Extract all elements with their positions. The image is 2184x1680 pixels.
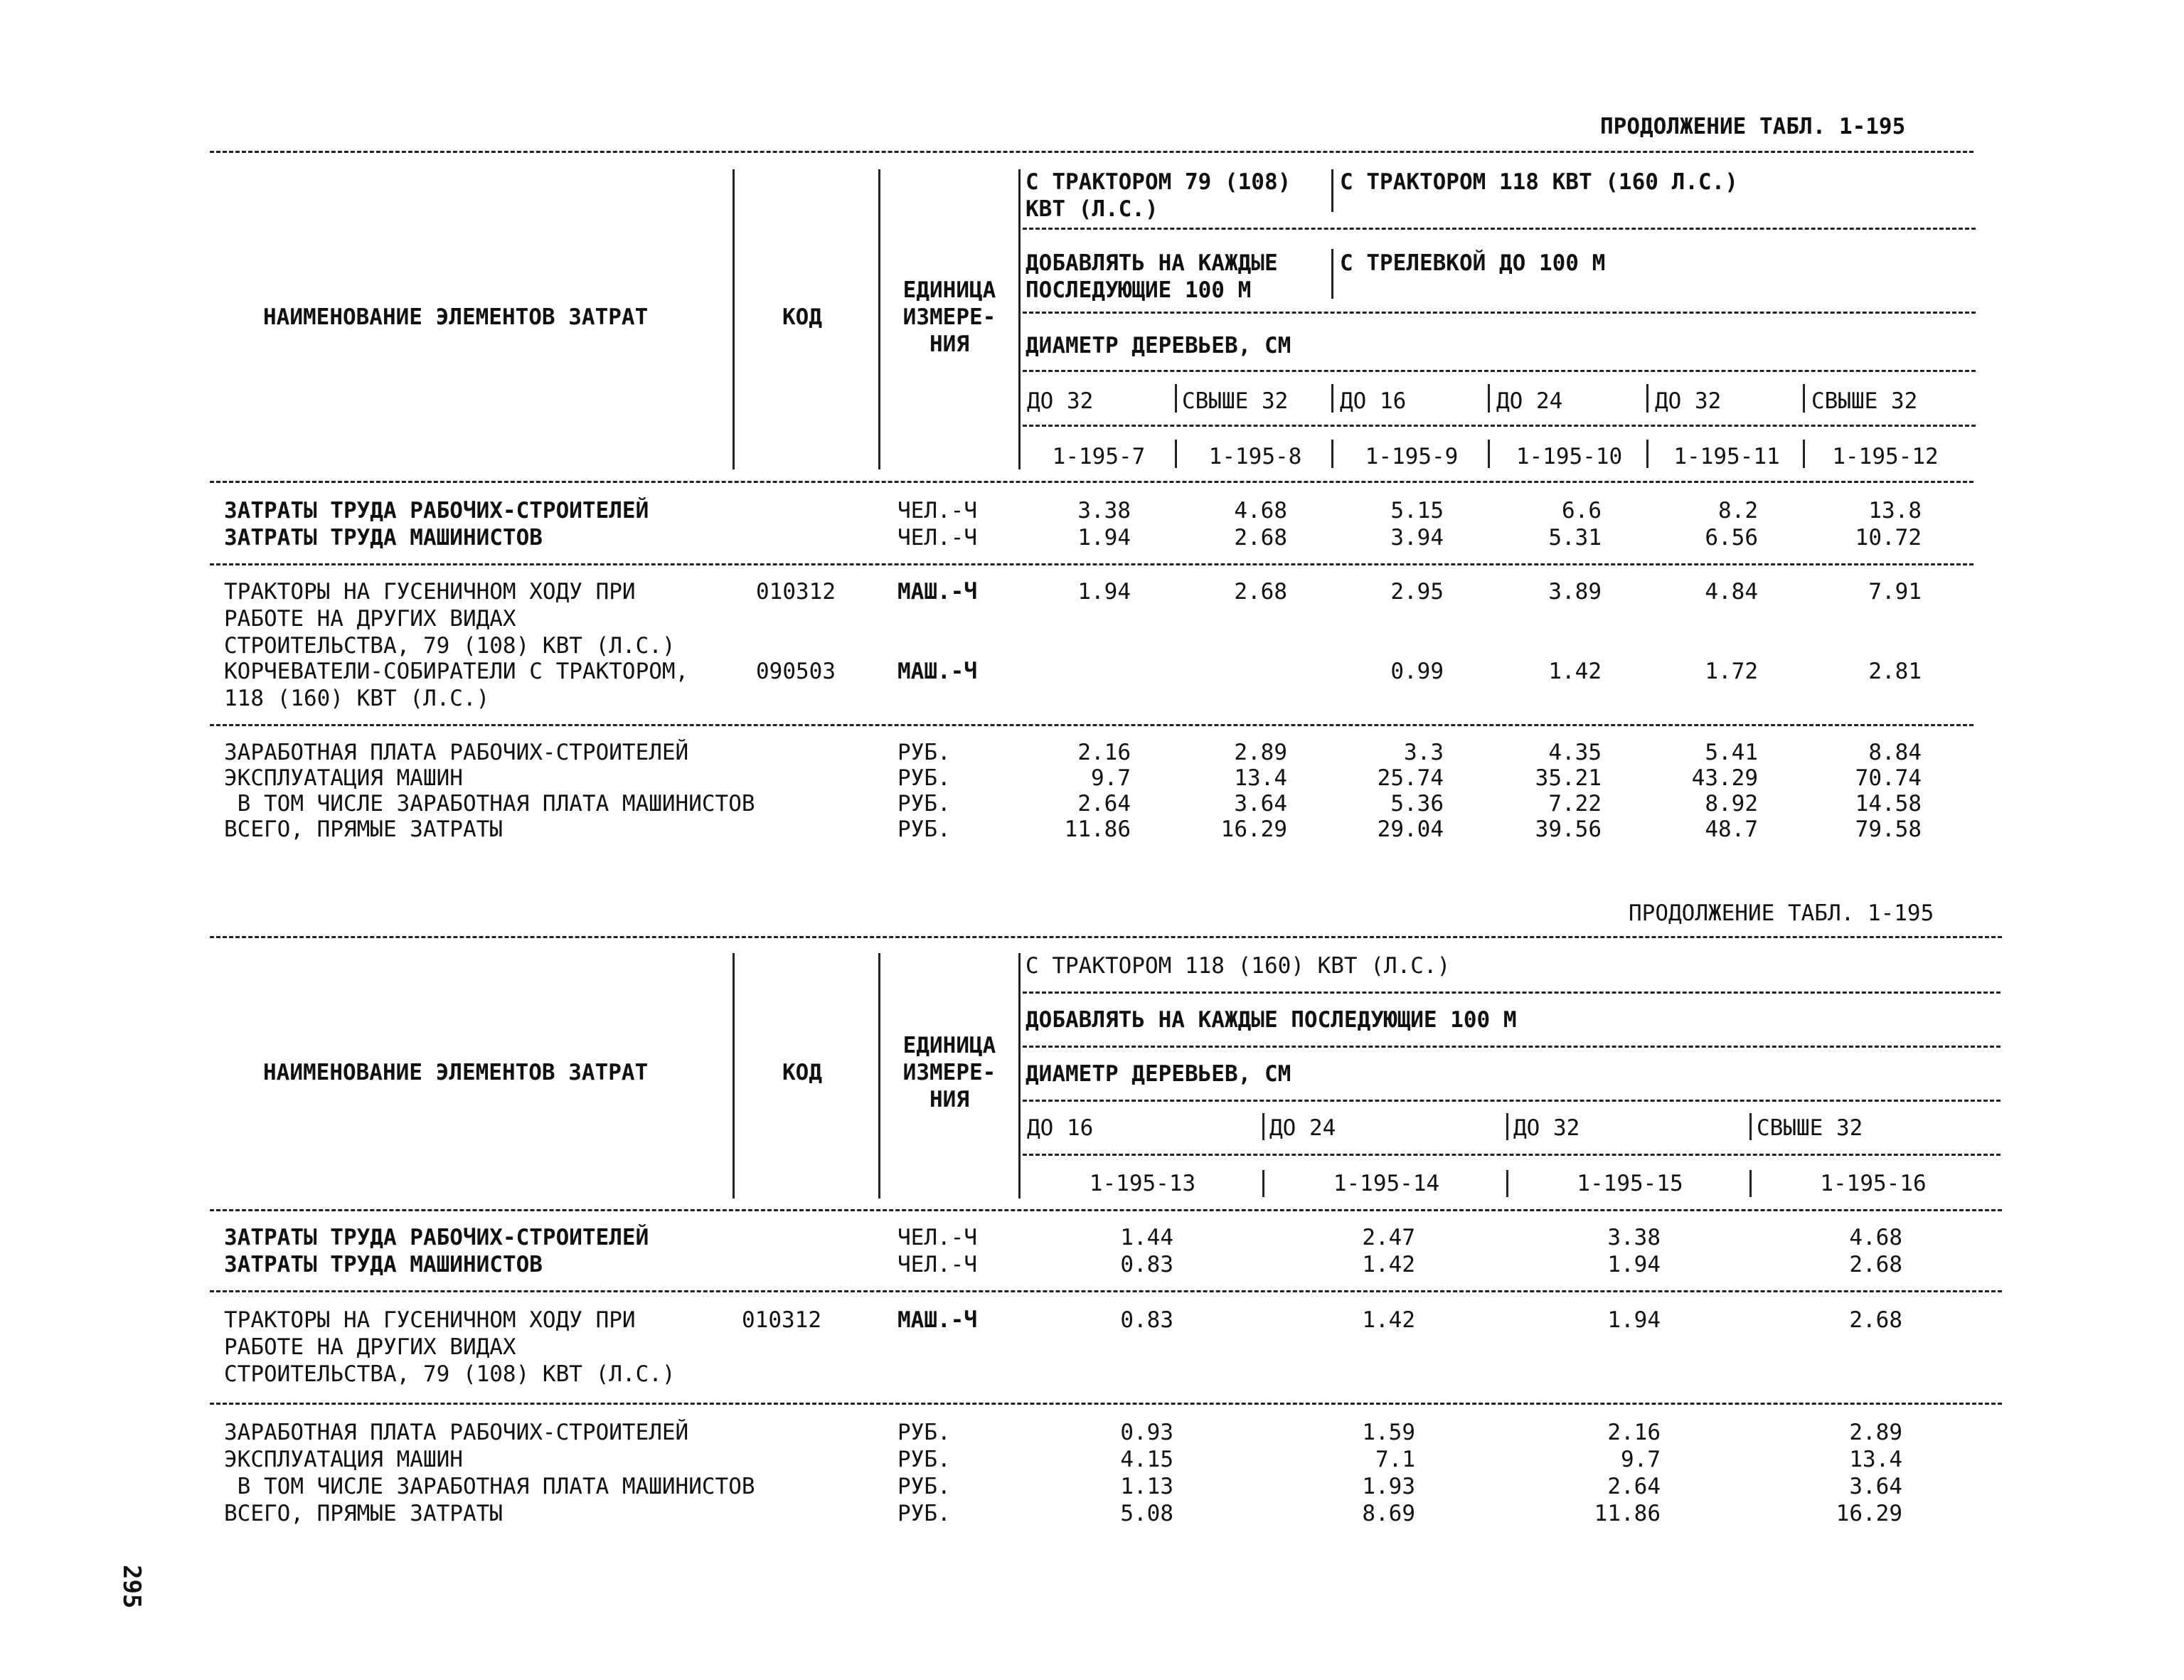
header-group: С ТРАКТОРОМ 118 (160) КВТ (Л.С.) (1026, 953, 1451, 979)
row-value: 7.1 (1375, 1447, 1415, 1472)
header-code: КОД (782, 304, 822, 330)
row-unit: РУБ. (897, 765, 951, 791)
row-unit: ЧЕЛ.-Ч (897, 1225, 977, 1250)
row-value: 5.15 (1390, 498, 1444, 523)
column-divider (1018, 169, 1021, 469)
divider (210, 481, 1973, 483)
row-value: 2.47 (1362, 1225, 1415, 1250)
column-divider (1749, 1113, 1752, 1140)
row-value: 0.99 (1390, 659, 1444, 684)
divider (1023, 425, 1976, 427)
header-unit: НИЯ (929, 1087, 969, 1112)
row-value: 2.68 (1849, 1307, 1902, 1333)
header-unit: ЕДИНИЦА (902, 1033, 996, 1058)
row-code: 090503 (756, 659, 836, 684)
row-value: 1.42 (1362, 1252, 1415, 1277)
row-value: 1.72 (1705, 659, 1758, 684)
column-divider (1018, 953, 1021, 1198)
row-value: 2.16 (1607, 1420, 1661, 1445)
divider (1023, 228, 1976, 230)
column-code: 1-195-13 (1089, 1171, 1196, 1196)
row-value: 5.36 (1390, 791, 1444, 817)
row-unit: ЧЕЛ.-Ч (897, 498, 977, 523)
row-value: 1.94 (1077, 579, 1131, 605)
row-value: 2.68 (1849, 1252, 1902, 1277)
row-name: В ТОМ ЧИСЛЕ ЗАРАБОТНАЯ ПЛАТА МАШИНИСТОВ (224, 791, 755, 817)
column-divider (1331, 169, 1333, 212)
range-label: СВЫШЕ 32 (1811, 388, 1918, 414)
row-value: 1.13 (1120, 1474, 1173, 1499)
header-sub: ДОБАВЛЯТЬ НА КАЖДЫЕ ПОСЛЕДУЮЩИЕ 100 М (1026, 1007, 1517, 1033)
row-name: В ТОМ ЧИСЛЕ ЗАРАБОТНАЯ ПЛАТА МАШИНИСТОВ (224, 1474, 755, 1499)
range-label: ДО 16 (1027, 1115, 1094, 1141)
row-name: СТРОИТЕЛЬСТВА, 79 (108) КВТ (Л.С.) (224, 1361, 676, 1387)
row-value: 2.68 (1234, 579, 1287, 605)
range-label: ДО 24 (1496, 388, 1563, 414)
row-value: 6.56 (1705, 525, 1758, 551)
row-value: 35.21 (1535, 765, 1602, 791)
divider (1023, 1046, 2001, 1048)
row-value: 5.08 (1120, 1501, 1173, 1526)
header-name: НАИМЕНОВАНИЕ ЭЛЕМЕНТОВ ЗАТРАТ (263, 304, 649, 330)
column-divider (1331, 440, 1333, 468)
column-divider (1175, 384, 1177, 413)
column-code: 1-195-14 (1333, 1171, 1440, 1196)
row-value: 1.44 (1120, 1225, 1173, 1250)
row-value: 2.81 (1868, 659, 1922, 684)
row-name: ТРАКТОРЫ НА ГУСЕНИЧНОМ ХОДУ ПРИ (224, 1307, 636, 1333)
row-value: 13.4 (1234, 765, 1287, 791)
row-unit: МАШ.-Ч (897, 659, 977, 684)
header-sub: С ТРЕЛЕВКОЙ ДО 100 М (1340, 250, 1606, 276)
row-unit: РУБ. (897, 1501, 951, 1526)
column-divider (1488, 440, 1490, 468)
row-code: 010312 (742, 1307, 821, 1333)
row-value: 1.94 (1077, 525, 1131, 551)
table-caption: ПРОДОЛЖЕНИЕ ТАБЛ. 1-195 (1600, 114, 1906, 139)
row-name: СТРОИТЕЛЬСТВА, 79 (108) КВТ (Л.С.) (224, 633, 676, 659)
divider (1023, 991, 2001, 994)
column-divider (1175, 440, 1177, 468)
divider (210, 724, 1973, 726)
row-value: 0.93 (1120, 1420, 1173, 1445)
row-name: РАБОТЕ НА ДРУГИХ ВИДАХ (224, 1334, 516, 1360)
divider (210, 563, 1973, 565)
column-divider (1331, 384, 1333, 413)
row-value: 70.74 (1855, 765, 1922, 791)
row-name: 118 (160) КВТ (Л.С.) (224, 686, 490, 711)
row-value: 16.29 (1836, 1501, 1902, 1526)
header-unit: ЕДИНИЦА (902, 277, 996, 303)
column-divider (1803, 384, 1805, 413)
column-divider (1646, 384, 1648, 413)
row-value: 2.68 (1234, 525, 1287, 551)
row-name: РАБОТЕ НА ДРУГИХ ВИДАХ (224, 606, 516, 632)
row-value: 4.68 (1234, 498, 1287, 523)
row-unit: ЧЕЛ.-Ч (897, 525, 977, 551)
column-divider (1488, 384, 1490, 413)
row-value: 13.4 (1849, 1447, 1902, 1472)
column-code: 1-195-11 (1673, 444, 1780, 469)
row-value: 2.64 (1607, 1474, 1661, 1499)
row-value: 29.04 (1377, 817, 1444, 842)
column-divider (733, 953, 735, 1198)
header-diameter: ДИАМЕТР ДЕРЕВЬЕВ, СМ (1026, 333, 1291, 358)
row-value: 3.94 (1390, 525, 1444, 551)
row-unit: РУБ. (897, 740, 951, 765)
table-caption: ПРОДОЛЖЕНИЕ ТАБЛ. 1-195 (1629, 900, 1934, 926)
row-value: 8.2 (1718, 498, 1758, 523)
range-label: ДО 32 (1655, 388, 1722, 414)
divider (1023, 370, 1976, 372)
divider (210, 936, 2002, 938)
row-value: 1.94 (1607, 1252, 1661, 1277)
row-value: 9.7 (1621, 1447, 1661, 1472)
header-group: С ТРАКТОРОМ 79 (108) (1026, 169, 1291, 195)
row-code: 010312 (756, 579, 836, 605)
row-name: ЭКСПЛУАТАЦИЯ МАШИН (224, 765, 463, 791)
header-code: КОД (782, 1060, 822, 1085)
row-unit: РУБ. (897, 817, 951, 842)
row-value: 39.56 (1535, 817, 1602, 842)
header-sub: ПОСЛЕДУЮЩИЕ 100 М (1026, 277, 1252, 303)
header-group: С ТРАКТОРОМ 118 КВТ (160 Л.С.) (1340, 169, 1738, 195)
header-group: КВТ (Л.С.) (1026, 196, 1158, 222)
column-code: 1-195-16 (1820, 1171, 1927, 1196)
column-divider (1646, 440, 1648, 468)
row-value: 9.7 (1091, 765, 1131, 791)
row-value: 3.89 (1548, 579, 1602, 605)
column-code: 1-195-9 (1365, 444, 1459, 469)
header-name: НАИМЕНОВАНИЕ ЭЛЕМЕНТОВ ЗАТРАТ (263, 1060, 649, 1085)
row-value: 4.15 (1120, 1447, 1173, 1472)
row-value: 10.72 (1855, 525, 1922, 551)
row-value: 3.38 (1077, 498, 1131, 523)
row-unit: ЧЕЛ.-Ч (897, 1252, 977, 1277)
row-value: 1.93 (1362, 1474, 1415, 1499)
row-name: ВСЕГО, ПРЯМЫЕ ЗАТРАТЫ (224, 817, 503, 842)
divider (1023, 1100, 2001, 1102)
row-unit: РУБ. (897, 791, 951, 817)
divider (1023, 312, 1976, 314)
column-divider (1262, 1170, 1264, 1197)
header-unit: ИЗМЕРЕ- (902, 304, 996, 330)
row-value: 0.83 (1120, 1307, 1173, 1333)
row-value: 11.86 (1064, 817, 1131, 842)
row-value: 2.64 (1077, 791, 1131, 817)
range-label: СВЫШЕ 32 (1757, 1115, 1863, 1141)
row-value: 3.64 (1849, 1474, 1902, 1499)
row-unit: МАШ.-Ч (897, 1307, 977, 1333)
row-unit: РУБ. (897, 1474, 951, 1499)
column-divider (1506, 1170, 1508, 1197)
row-name: ЗАРАБОТНАЯ ПЛАТА РАБОЧИХ-СТРОИТЕЛЕЙ (224, 1420, 689, 1445)
row-value: 6.6 (1562, 498, 1602, 523)
row-value: 48.7 (1705, 817, 1758, 842)
row-value: 5.31 (1548, 525, 1602, 551)
row-name: КОРЧЕВАТЕЛИ-СОБИРАТЕЛИ С ТРАКТОРОМ, (224, 659, 689, 684)
row-name: ЗАТРАТЫ ТРУДА МАШИНИСТОВ (224, 525, 543, 551)
header-diameter: ДИАМЕТР ДЕРЕВЬЕВ, СМ (1026, 1061, 1291, 1087)
row-name: ВСЕГО, ПРЯМЫЕ ЗАТРАТЫ (224, 1501, 503, 1526)
row-value: 5.41 (1705, 740, 1758, 765)
row-unit: РУБ. (897, 1447, 951, 1472)
row-value: 13.8 (1868, 498, 1922, 523)
row-value: 3.38 (1607, 1225, 1661, 1250)
row-name: ТРАКТОРЫ НА ГУСЕНИЧНОМ ХОДУ ПРИ (224, 579, 636, 605)
row-value: 16.29 (1220, 817, 1287, 842)
row-value: 1.94 (1607, 1307, 1661, 1333)
row-value: 43.29 (1691, 765, 1758, 791)
divider (210, 1403, 2002, 1405)
row-name: ЗАРАБОТНАЯ ПЛАТА РАБОЧИХ-СТРОИТЕЛЕЙ (224, 740, 689, 765)
header-unit: НИЯ (929, 331, 969, 357)
row-value: 1.42 (1548, 659, 1602, 684)
row-unit: МАШ.-Ч (897, 579, 977, 605)
header-unit: ИЗМЕРЕ- (902, 1060, 996, 1085)
row-value: 3.3 (1404, 740, 1444, 765)
row-value: 11.86 (1594, 1501, 1661, 1526)
row-value: 2.89 (1234, 740, 1287, 765)
divider (1023, 1154, 2001, 1156)
row-name: ЭКСПЛУАТАЦИЯ МАШИН (224, 1447, 463, 1472)
row-value: 1.42 (1362, 1307, 1415, 1333)
row-value: 8.84 (1868, 740, 1922, 765)
column-code: 1-195-12 (1832, 444, 1939, 469)
row-value: 4.35 (1548, 740, 1602, 765)
row-value: 4.68 (1849, 1225, 1902, 1250)
row-name: ЗАТРАТЫ ТРУДА РАБОЧИХ-СТРОИТЕЛЕЙ (224, 498, 649, 523)
column-divider (1262, 1113, 1264, 1140)
row-value: 2.89 (1849, 1420, 1902, 1445)
header-sub: ДОБАВЛЯТЬ НА КАЖДЫЕ (1026, 250, 1278, 276)
range-label: ДО 32 (1513, 1115, 1580, 1141)
range-label: ДО 16 (1340, 388, 1407, 414)
column-divider (878, 169, 880, 469)
row-value: 79.58 (1855, 817, 1922, 842)
row-value: 1.59 (1362, 1420, 1415, 1445)
column-code: 1-195-7 (1052, 444, 1146, 469)
row-value: 0.83 (1120, 1252, 1173, 1277)
range-label: ДО 32 (1027, 388, 1094, 414)
column-code: 1-195-8 (1208, 444, 1302, 469)
row-name: ЗАТРАТЫ ТРУДА МАШИНИСТОВ (224, 1252, 543, 1277)
divider (210, 1290, 2002, 1292)
row-value: 25.74 (1377, 765, 1444, 791)
column-divider (1506, 1113, 1508, 1140)
column-divider (1749, 1170, 1752, 1197)
divider (210, 1209, 2002, 1211)
row-value: 7.22 (1548, 791, 1602, 817)
row-value: 2.16 (1077, 740, 1131, 765)
row-value: 2.95 (1390, 579, 1444, 605)
row-value: 3.64 (1234, 791, 1287, 817)
column-divider (733, 169, 735, 469)
column-code: 1-195-10 (1516, 444, 1623, 469)
column-divider (1803, 440, 1805, 468)
column-code: 1-195-15 (1577, 1171, 1683, 1196)
range-label: ДО 24 (1269, 1115, 1336, 1141)
divider (210, 151, 1973, 153)
row-value: 8.69 (1362, 1501, 1415, 1526)
page-number: 295 (117, 1565, 146, 1609)
row-name: ЗАТРАТЫ ТРУДА РАБОЧИХ-СТРОИТЕЛЕЙ (224, 1225, 649, 1250)
column-divider (1331, 249, 1333, 299)
row-value: 14.58 (1855, 791, 1922, 817)
range-label: СВЫШЕ 32 (1182, 388, 1289, 414)
row-unit: РУБ. (897, 1420, 951, 1445)
row-value: 7.91 (1868, 579, 1922, 605)
column-divider (878, 953, 880, 1198)
row-value: 4.84 (1705, 579, 1758, 605)
row-value: 8.92 (1705, 791, 1758, 817)
